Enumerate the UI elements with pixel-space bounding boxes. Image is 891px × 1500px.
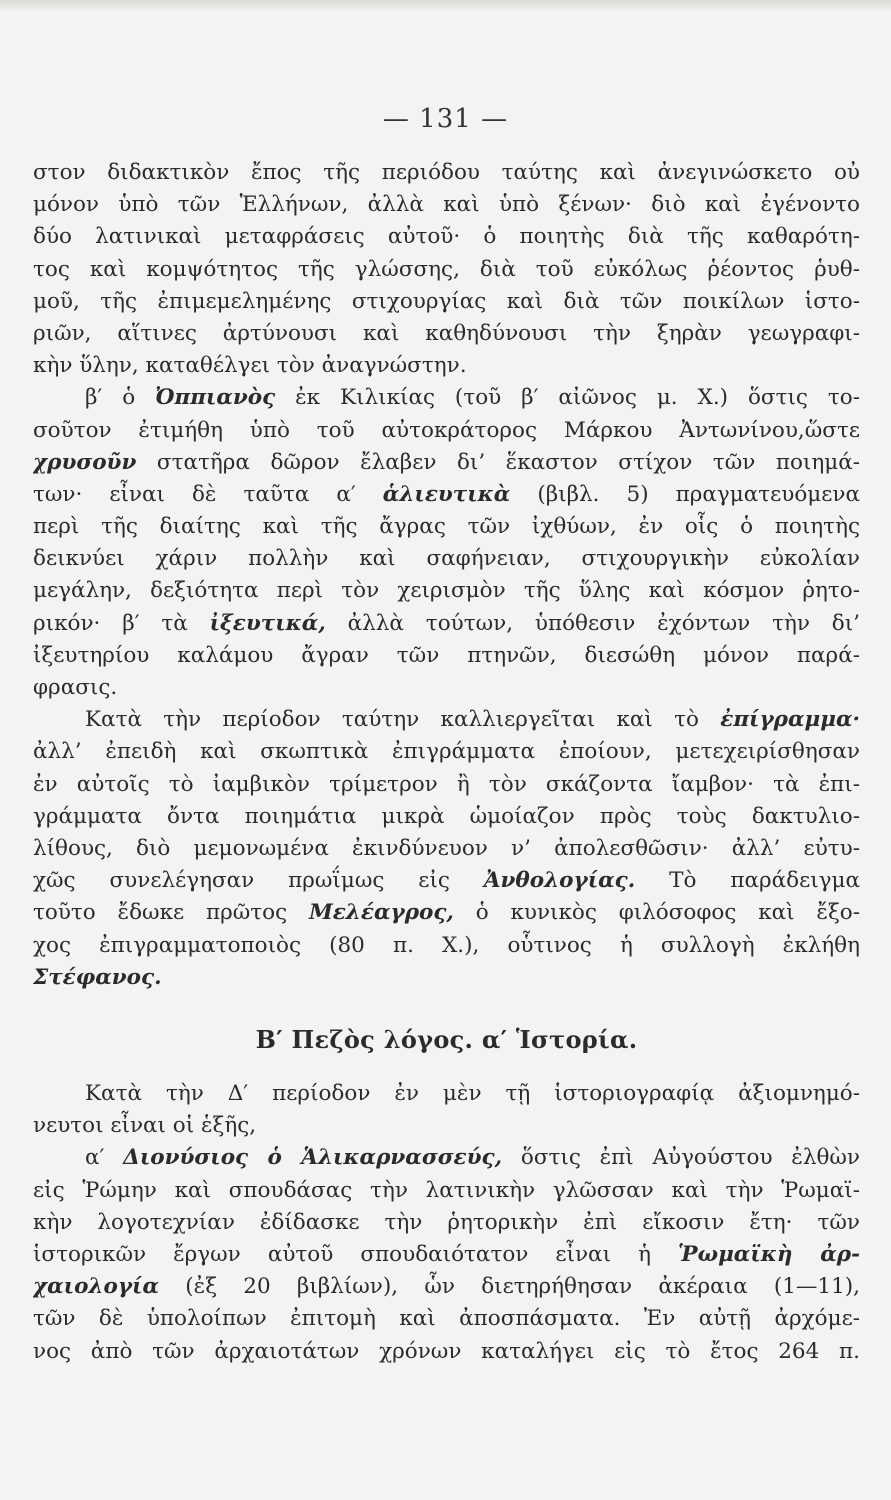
text-line (33, 382, 860, 414)
emphasis-name: Διονύσιος ὁ Ἁλικαρνασσεύς, (123, 1145, 503, 1171)
emphasis-term: χρυσοῦν (33, 449, 137, 475)
page-number: — 131 — (382, 104, 509, 134)
emphasis-title: Ῥωμαϊκὴ ἀρ- (678, 1242, 860, 1267)
text-run: χῶς συνελέγησαν πρωΐμως εἰς (33, 868, 484, 894)
text-run: α′ (85, 1145, 124, 1171)
text-line: τῶν δὲ ὑπολοίπων ἐπιτομὴ καὶ ἀποσπάσματα. Ἐν αὐτῇ ἀρχόμε- (33, 1306, 860, 1332)
text-line: δύο λατινικαὶ μεταφράσεις αὐτοῦ· ὁ ποιητὴς διὰ τῆς καθαρότη- (33, 224, 860, 250)
text-run: στατῆρα δῶρον ἔλαβεν δι’ ἕκαστον στίχον τῶν ποιημά- (136, 449, 860, 475)
text-line: στον διδακτικὸν ἔπος τῆς περιόδου ταύτης καὶ ἀνεγινώσκετο οὐ (33, 160, 860, 185)
text-line: Κατὰ τὴν Δ′ περίοδον ἐν μὲν τῇ ἱστοριογραφίᾳ ἀξιομνημό- (85, 1081, 860, 1107)
text-run: ὅστις ἐπὶ Αὐγούστου ἐλθὼν (502, 1145, 860, 1171)
text-line (33, 1142, 860, 1174)
text-run: (βιβλ. 5) πραγματευόμενα (510, 481, 860, 507)
text-line: νευτοι εἶναι οἱ ἑξῆς, (33, 1113, 257, 1139)
text-line: μοῦ, τῆς ἐπιμεμελημένης στιχουργίας καὶ διὰ τῶν ποικίλων ἱστο- (33, 288, 860, 314)
text-line: περὶ τῆς διαίτης καὶ τῆς ἄγρας τῶν ἰχθύων, ἐν οἷς ὁ ποιητὴς (33, 514, 860, 540)
page-top-edge (0, 0, 891, 12)
text-line: φρασις. (33, 675, 118, 700)
text-line: ἐν αὐτοῖς τὸ ἰαμβικὸν τρίμετρον ἢ τὸν σκάζοντα ἴαμβον· τὰ ἐπι- (33, 771, 860, 797)
text-line: δεικνύει χάριν πολλὴν καὶ σαφήνειαν, στιχουργικὴν εὐκολίαν (33, 546, 860, 572)
text-run: ἀλλὰ τούτων, ὑπόθεσιν ἐχόντων τὴν δι’ (325, 610, 860, 636)
text-line (33, 479, 860, 511)
text-run: (ἐξ 20 βιβλίων), ὧν διετηρήθησαν ἀκέραια (1—11), (159, 1274, 860, 1300)
text-line: ἰξευτηρίου καλάμου ἄγραν τῶν πτηνῶν, διεσώθη μόνον παρά- (33, 642, 860, 668)
text-run: τοῦτο ἔδωκε πρῶτος (33, 900, 309, 926)
emphasis-term: ἐπίγραμμα· (720, 707, 860, 733)
text-line (33, 447, 860, 479)
text-run: των· εἶναι δὲ ταῦτα α′ (33, 481, 383, 507)
text-line: εἰς Ῥώμην καὶ σπουδάσας τὴν λατινικὴν γλῶσσαν καὶ τὴν Ῥωμαϊ- (33, 1177, 860, 1203)
text-line (33, 897, 860, 929)
text-run: Τὸ παράδειγμα (635, 868, 860, 894)
text-line (33, 608, 860, 640)
text-run: ἐκ Κιλικίας (τοῦ β′ αἰῶνος μ. Χ.) ὅστις το- (275, 385, 860, 411)
text-line: μόνον ὑπὸ τῶν Ἑλλήνων, ἀλλὰ καὶ ὑπὸ ξένων· διὸ καὶ ἐγένοντο (33, 192, 860, 218)
section-heading: Β′ Πεζὸς λόγος. α′ Ἱστορία. (255, 1024, 638, 1054)
text-line (33, 704, 860, 736)
text-line: λίθους, διὸ μεμονωμένα ἐκινδύνευον ν’ ἀπολεσθῶσιν· ἀλλ’ εὐτυ- (33, 835, 860, 861)
emphasis-title: Στέφανος. (33, 964, 162, 990)
text-line: τος καὶ κομψότητος τῆς γλώσσης, διὰ τοῦ εὐκόλως ῥέοντος ῥυθ- (33, 256, 860, 282)
text-line: ἀλλ’ ἐπειδὴ καὶ σκωπτικὰ ἐπιγράμματα ἐποίουν, μετεχειρίσθησαν (33, 739, 860, 765)
emphasis-title: χαιολογία (33, 1274, 159, 1300)
text-line (33, 1239, 860, 1271)
emphasis-name: Ὀππιανὸς (155, 385, 276, 411)
text-line (33, 865, 860, 897)
emphasis-title: ἰξευτικά, (209, 610, 326, 636)
emphasis-name: Μελέαγρος, (308, 900, 454, 926)
body-text (33, 157, 860, 1368)
text-line: νος ἀπὸ τῶν ἀρχαιοτάτων χρόνων καταλήγει εἰς τὸ ἔτος 264 π. (33, 1338, 860, 1364)
text-line: σοῦτον ἐτιμήθη ὑπὸ τοῦ αὐτοκράτορος Μάρκου Ἀντωνίνου,ὥστε (33, 417, 860, 443)
text-line: χος ἐπιγραμματοποιὸς (80 π. Χ.), οὗτινος ἡ συλλογὴ ἐκλήθη (33, 932, 860, 958)
text-run: ὁ κυνικὸς φιλόσοφος καὶ ἔξο- (453, 900, 860, 926)
text-run: β′ ὁ (85, 385, 156, 411)
text-run: ρικόν· β′ τὰ (33, 610, 210, 636)
text-run: Κατὰ τὴν περίοδον ταύτην καλλιεργεῖται καὶ τὸ (85, 707, 721, 733)
text-line: ριῶν, αἵτινες ἀρτύνουσι καὶ καθηδύνουσι τὴν ξηρὰν γεωγραφι- (33, 320, 860, 346)
text-run: ἱστορικῶν ἔργων αὐτοῦ σπουδαιότατον εἶναι ἡ (33, 1242, 679, 1267)
text-line (33, 1271, 860, 1303)
text-line: γράμματα ὄντα ποιημάτια μικρὰ ὡμοίαζον πρὸς τοὺς δακτυλιο- (33, 803, 860, 829)
text-line: κὴν ὕλην, καταθέλγει τὸν ἀναγνώστην. (33, 353, 467, 379)
emphasis-title: ἁλιευτικὰ (382, 481, 511, 507)
text-line: κὴν λογοτεχνίαν ἐδίδασκε τὴν ῥητορικὴν ἐπὶ εἴκοσιν ἔτη· τῶν (33, 1209, 860, 1235)
emphasis-title: Ἀνθολογίας. (483, 868, 636, 894)
text-line: μεγάλην, δεξιότητα περὶ τὸν χειρισμὸν τῆς ὕλης καὶ κόσμον ῥητο- (33, 578, 860, 604)
